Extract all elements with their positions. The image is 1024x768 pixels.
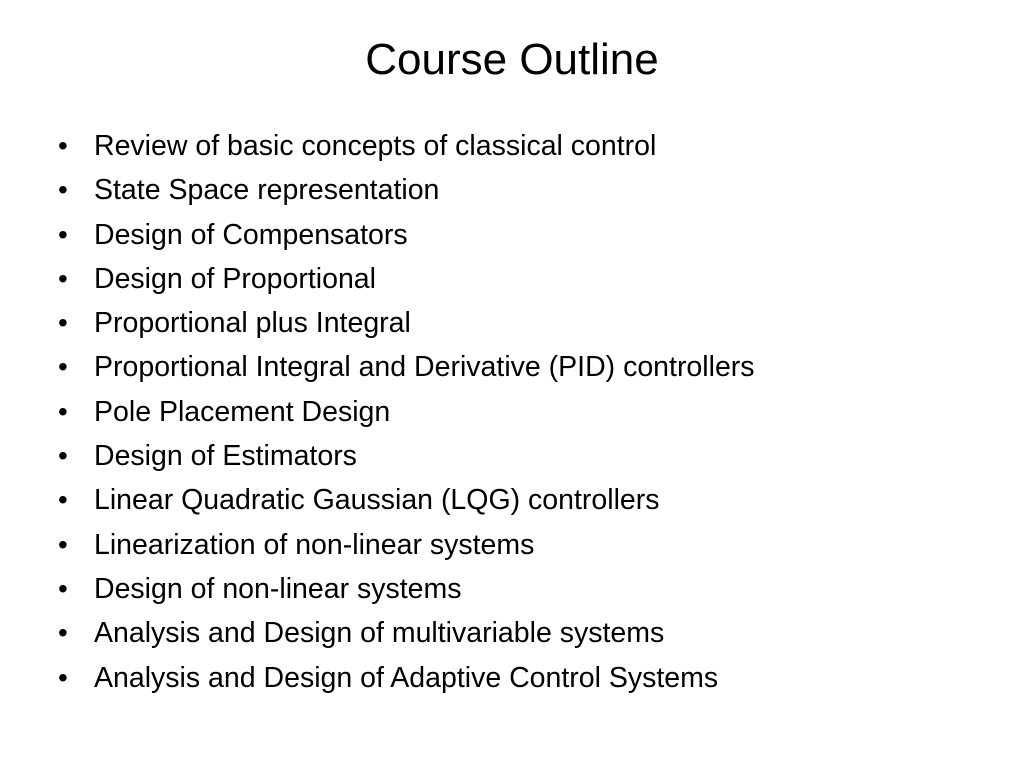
bullet-icon: • xyxy=(58,661,68,693)
bullet-icon: • xyxy=(58,484,68,516)
bullet-icon: • xyxy=(58,174,68,206)
list-item-text: Proportional plus Integral xyxy=(94,307,411,340)
list-item xyxy=(58,656,998,700)
bullet-icon: • xyxy=(58,218,68,250)
list-item-text: Review of basic concepts of classical control xyxy=(94,130,657,162)
list-item xyxy=(58,567,998,611)
list-item xyxy=(58,478,998,522)
list-item xyxy=(58,523,998,567)
bullet-icon: • xyxy=(58,528,68,560)
list-item xyxy=(58,168,998,212)
bullet-icon: • xyxy=(58,351,68,383)
list-item xyxy=(58,257,998,301)
list-item xyxy=(58,345,998,389)
bullet-icon: • xyxy=(58,572,68,604)
bullet-icon: • xyxy=(58,440,68,472)
bullet-icon: • xyxy=(58,307,68,339)
list-item xyxy=(58,611,998,655)
list-item-text: Proportional Integral and Derivative (PID) controllers xyxy=(94,351,755,384)
list-item-text: Pole Placement Design xyxy=(94,395,391,428)
bullet-icon: • xyxy=(58,395,68,427)
list-item-text: State Space representation xyxy=(94,174,440,207)
list-item-text: Linearization of non-linear systems xyxy=(94,528,535,561)
list-item-text: Design of Estimators xyxy=(94,440,357,473)
list-item xyxy=(58,124,998,168)
bullet-icon: • xyxy=(58,130,68,161)
bullet-icon: • xyxy=(58,262,68,294)
list-item-text: Analysis and Design of multivariable systems xyxy=(94,617,665,650)
list-item-text: Design of Compensators xyxy=(94,218,408,251)
slide-title: Course Outline xyxy=(365,35,659,84)
list-item xyxy=(58,213,998,257)
list-item-text: Linear Quadratic Gaussian (LQG) controllers xyxy=(94,484,660,517)
list-item-text: Design of Proportional xyxy=(94,262,376,295)
list-item xyxy=(58,390,998,434)
list-item-text: Analysis and Design of Adaptive Control Systems xyxy=(94,661,719,694)
list-item-text: Design of non-linear systems xyxy=(94,572,462,605)
bullet-list xyxy=(58,124,998,700)
bullet-icon: • xyxy=(58,617,68,649)
list-item xyxy=(58,434,998,478)
list-item xyxy=(58,301,998,345)
